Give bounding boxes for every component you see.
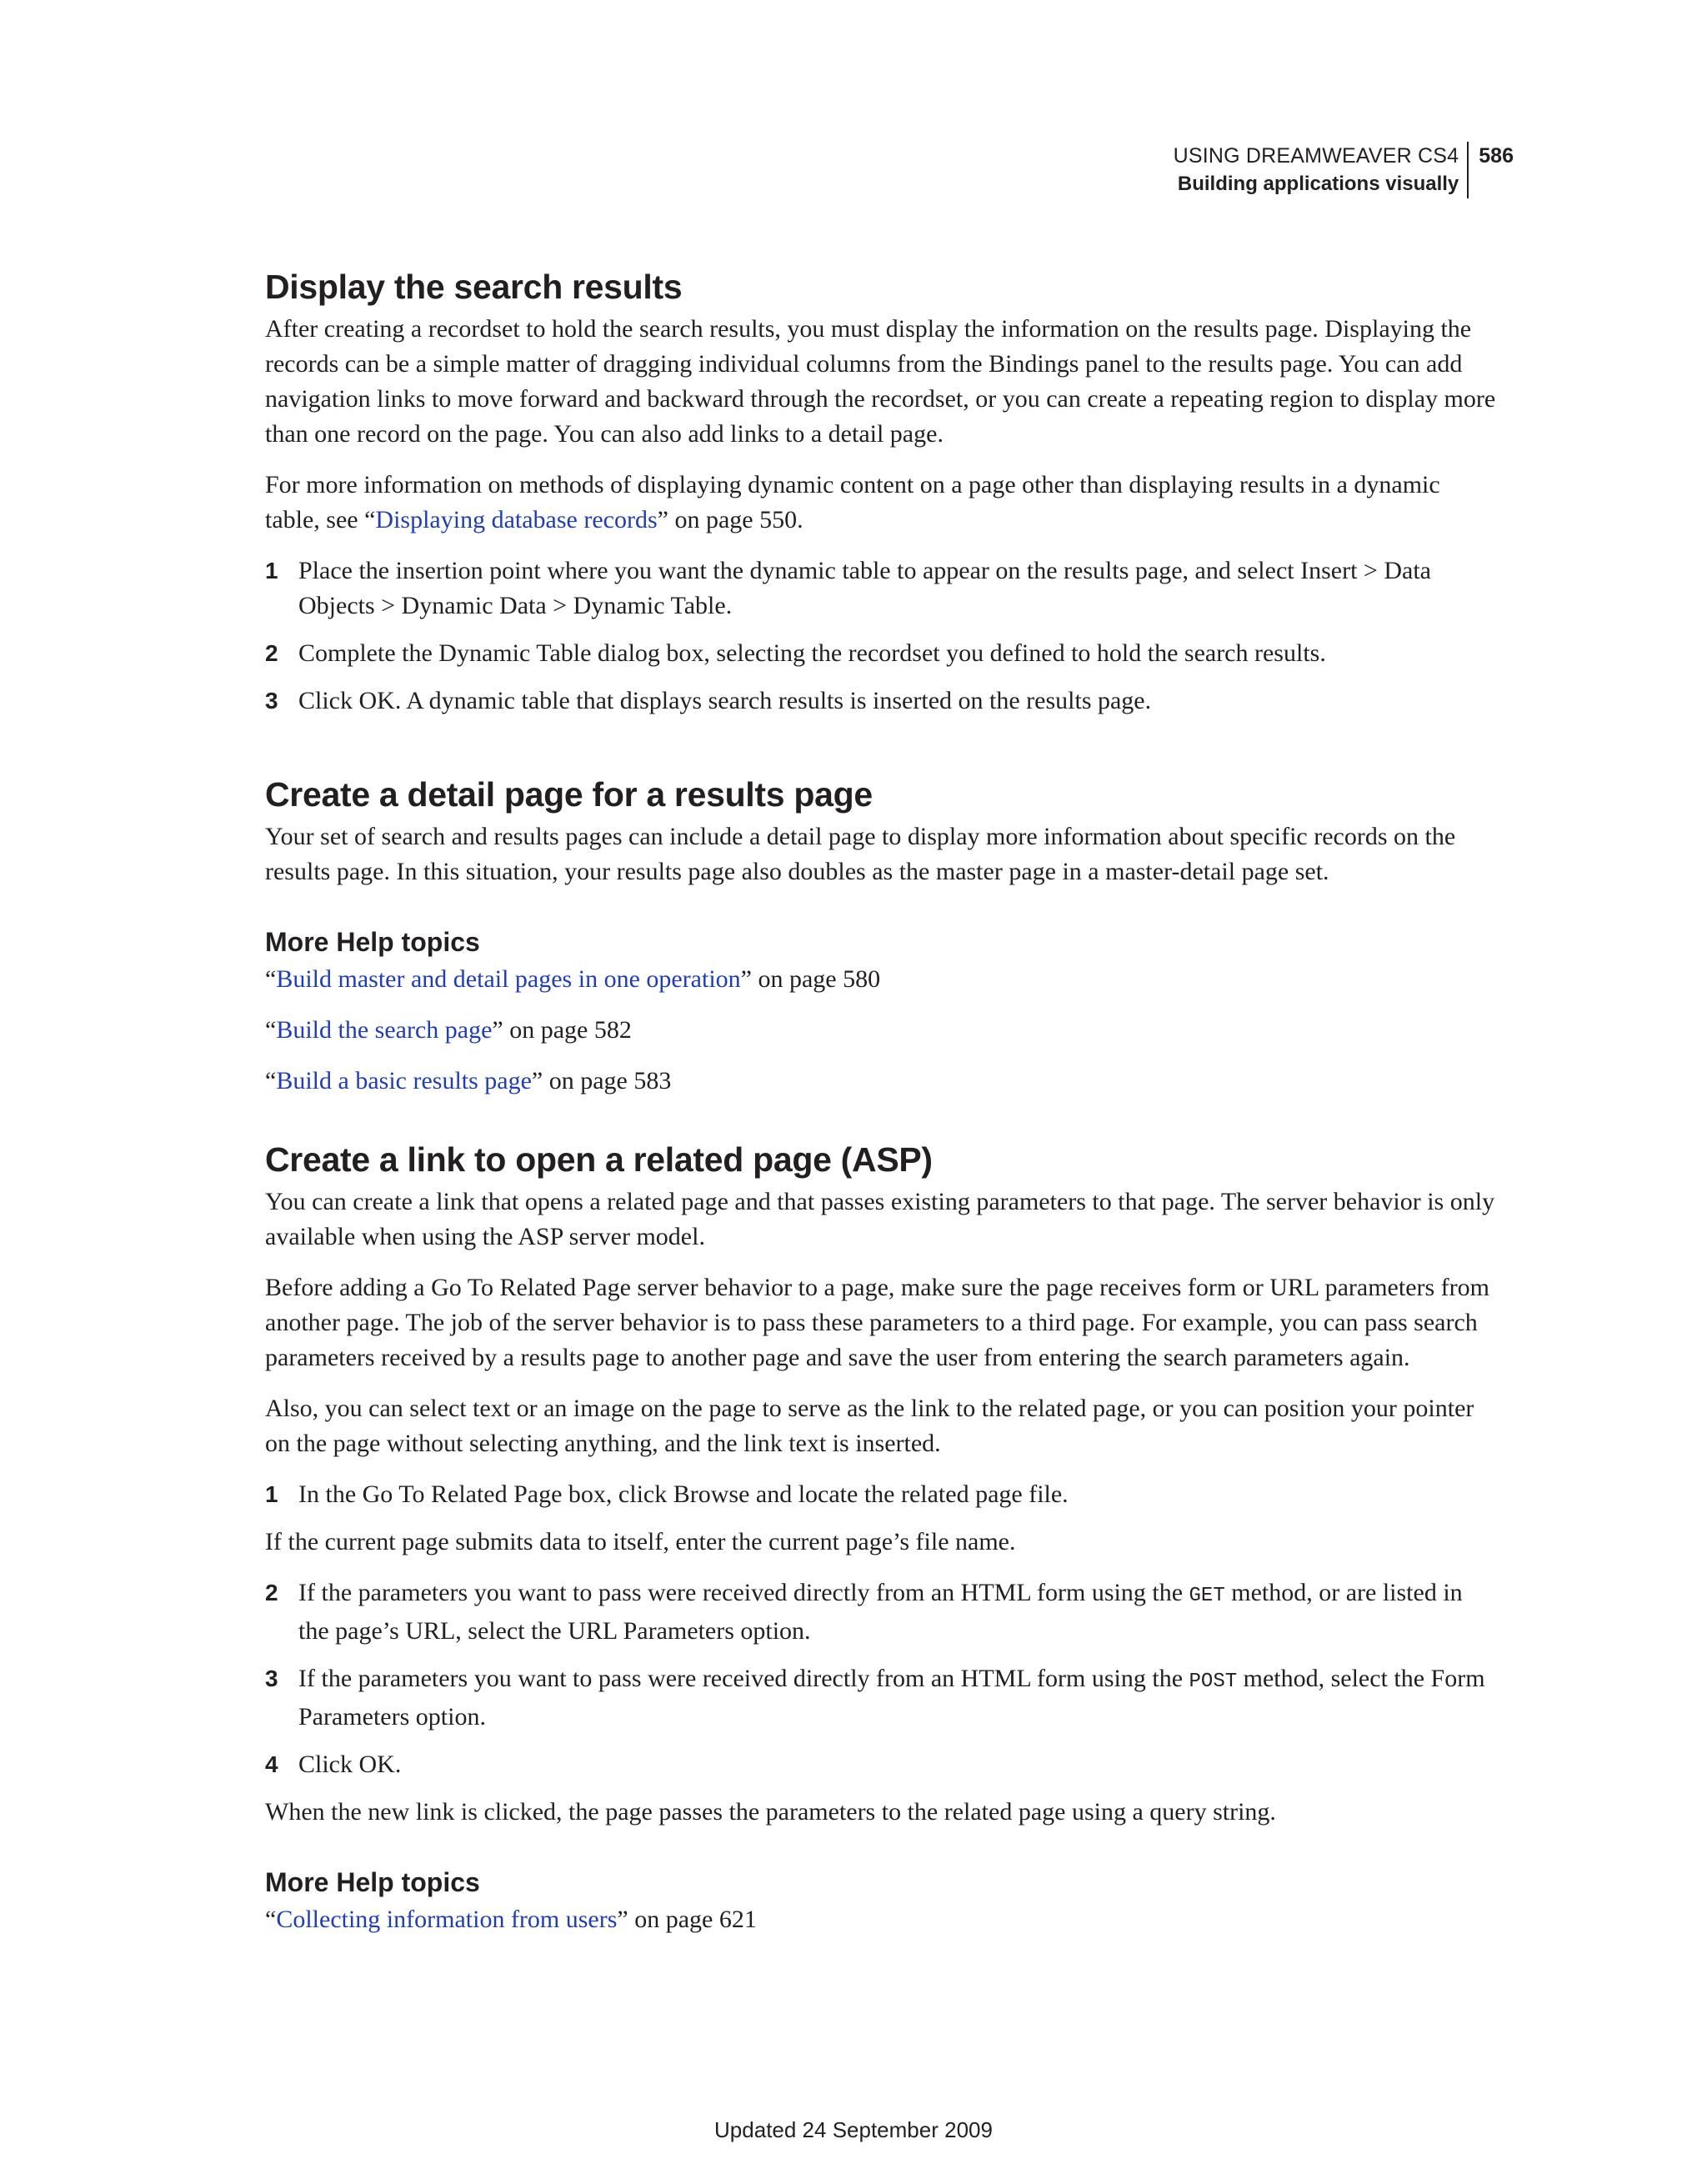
step-item (265, 684, 1499, 719)
step-text: Click OK. A dynamic table that displays search results is inserted on the results page. (298, 687, 1152, 714)
step-text: method, select the Form Parameters option. (298, 1665, 1485, 1731)
paragraph-with-link (265, 468, 1499, 538)
section-heading-related-page: Create a link to open a related page (ASP) (265, 1140, 933, 1179)
step-number: 2 (265, 640, 278, 666)
step-item (265, 1477, 1499, 1512)
spacer (265, 1846, 1499, 1864)
link-collecting-information[interactable]: Collecting information from users (276, 1906, 618, 1933)
step-text: Click OK. (298, 1751, 402, 1778)
help-topic-item (265, 1902, 1499, 1937)
book-title: USING DREAMWEAVER CS4 (1173, 144, 1459, 168)
step-number: 2 (265, 1580, 278, 1605)
step-number: 1 (265, 1481, 278, 1507)
text: For more information on methods of displaying dynamic content on a page other than displaying results in a dynamic table, see “ (265, 471, 1440, 533)
step-number: 3 (265, 1666, 278, 1691)
step-text: Place the insertion point where you want the dynamic table to appear on the results page, and select Insert > Data Objects > Dynamic Data > Dynamic Table. (298, 557, 1431, 619)
spacer (265, 731, 1499, 773)
quote-open: “ (265, 965, 277, 993)
page-ref: ” on page 583 (531, 1067, 672, 1095)
help-topic-item (265, 962, 1499, 997)
page-ref: ” on page 621 (617, 1906, 757, 1933)
step-item (265, 554, 1499, 624)
step-item (265, 1575, 1499, 1649)
paragraph: When the new link is clicked, the page passes the parameters to the related page using a query string. (265, 1798, 1276, 1826)
paragraph: You can create a link that opens a related page and that passes existing parameters to that page. The server behavior is only available when using the ASP server model. (265, 1188, 1495, 1250)
link-displaying-database-records[interactable]: Displaying database records (375, 506, 658, 533)
help-topic-item (265, 1013, 1499, 1048)
link-build-search-page[interactable]: Build the search page (276, 1016, 493, 1044)
paragraph: Your set of search and results pages can include a detail page to display more information about specific records on the results page. In this situation, your results page also doubles as the master page in a master-detail page set. (265, 823, 1456, 885)
step-item (265, 636, 1499, 671)
help-topic-item (265, 1064, 1499, 1099)
quote-open: “ (265, 1067, 277, 1095)
code-get: GET (1189, 1585, 1225, 1607)
step-text: If the parameters you want to pass were received directly from an HTML form using the (298, 1579, 1189, 1606)
section-heading-display-results: Display the search results (265, 268, 683, 306)
link-build-master-detail[interactable]: Build master and detail pages in one operation (276, 965, 741, 993)
page-content (265, 265, 1499, 1953)
more-help-heading: More Help topics (265, 927, 480, 957)
footer-updated: Updated 24 September 2009 (714, 2117, 993, 2142)
step-note: If the current page submits data to itself, enter the current page’s file name. (265, 1528, 1016, 1555)
page-ref: ” on page 580 (740, 965, 881, 993)
chapter-title: Building applications visually (1177, 173, 1459, 195)
step-text: method, or are listed in the page’s URL, select the URL Parameters option. (298, 1579, 1463, 1645)
step-number: 1 (265, 558, 278, 584)
step-text: If the parameters you want to pass were received directly from an HTML form using the (298, 1665, 1189, 1692)
more-help-heading: More Help topics (265, 1867, 480, 1897)
page-number: 586 (1479, 144, 1514, 168)
paragraph: After creating a recordset to hold the search results, you must display the information on the results page. Displaying the records can be a simple matter of dragging individual columns from the Bindings panel to the results page. You can add navigation links to move forward and backward through the recordset, or you can create a repeating region to display more than one record on the page. You can also add links to a detail page. (265, 315, 1496, 448)
section-heading-detail-page: Create a detail page for a results page (265, 775, 873, 814)
spacer (265, 1115, 1499, 1138)
paragraph: Also, you can select text or an image on the page to serve as the link to the related page, or you can position your pointer on the page without selecting anything, and the link text is inserted. (265, 1395, 1474, 1457)
step-text: Complete the Dynamic Table dialog box, selecting the recordset you defined to hold the search results. (298, 639, 1326, 667)
step-text: In the Go To Related Page box, click Browse and locate the related page file. (298, 1480, 1069, 1508)
text: ” on page 550. (657, 506, 803, 533)
quote-open: “ (265, 1016, 277, 1044)
running-header (1174, 142, 1514, 198)
step-item (265, 1747, 1499, 1782)
link-build-basic-results[interactable]: Build a basic results page (276, 1067, 532, 1095)
quote-open: “ (265, 1906, 277, 1933)
page-ref: ” on page 582 (492, 1016, 632, 1044)
spacer (265, 905, 1499, 924)
header-titles (1174, 142, 1469, 198)
step-number: 4 (265, 1751, 278, 1777)
step-number: 3 (265, 688, 278, 714)
code-post: POST (1189, 1671, 1238, 1693)
paragraph: Before adding a Go To Related Page server behavior to a page, make sure the page receives form or URL parameters from another page. The job of the server behavior is to pass these parameters to a third page. For example, you can pass search parameters received by a results page to another page and save the user from entering the search parameters again. (265, 1274, 1489, 1371)
step-item (265, 1661, 1499, 1735)
